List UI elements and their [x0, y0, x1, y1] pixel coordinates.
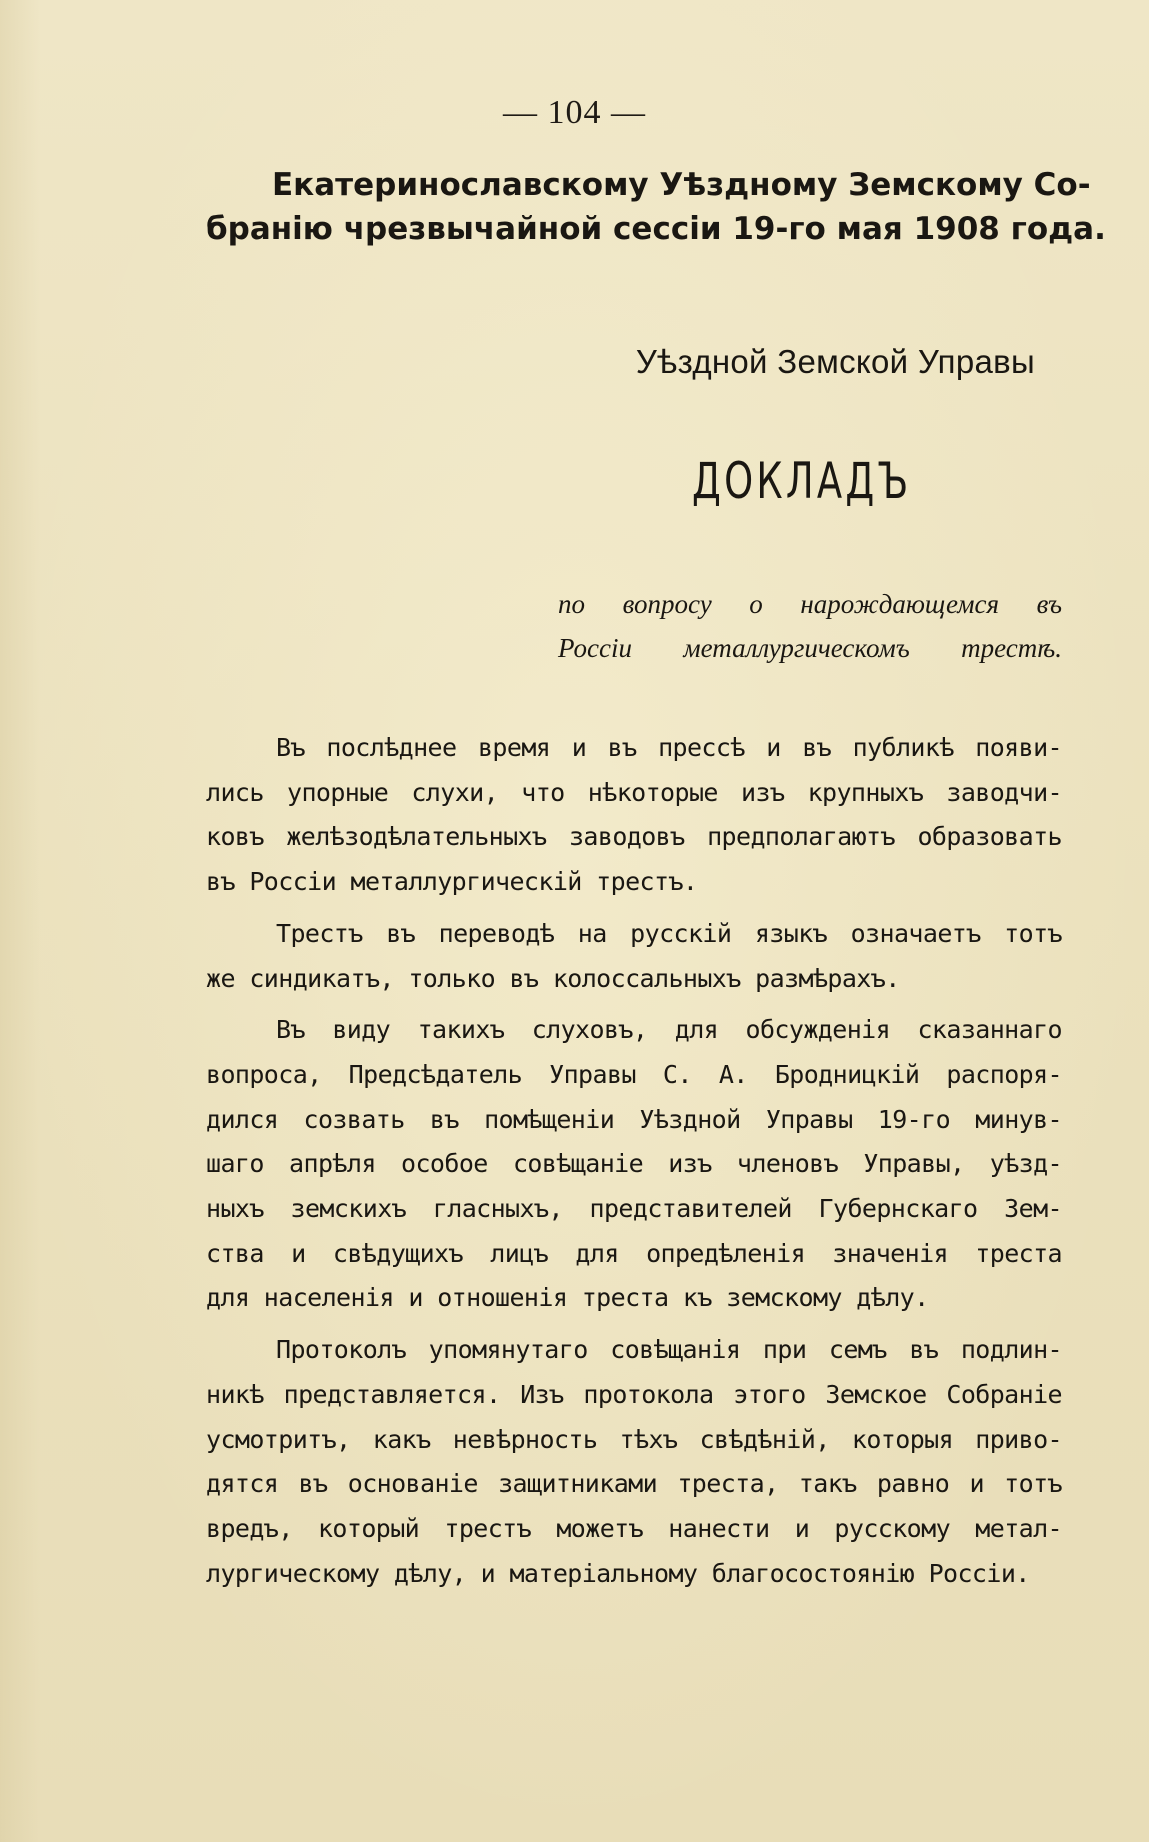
text-line: Протоколъ упомянутаго совѣщанія при семъ въ подлин-: [276, 1335, 1062, 1365]
text-line: Въ виду такихъ слуховъ, для обсужденія сказаннаго: [276, 1015, 1062, 1045]
text-line: никѣ представляется. Изъ протокола этого Земское Собраніе: [206, 1379, 1062, 1409]
paragraph: [206, 726, 1062, 905]
text-line: лись упорные слухи, что нѣкоторые изъ крупныхъ заводчи-: [206, 777, 1062, 807]
page-number: — 104 —: [503, 94, 646, 131]
issuing-authority: Уѣздной Земской Управы: [635, 343, 1035, 380]
addressee-heading: [206, 163, 1106, 251]
text-line: дился созвать въ помѣщеніи Уѣздной Управы 19-го минув-: [206, 1104, 1062, 1134]
addressee-line: бранію чрезвычайной сессіи 19-го мая 1908 года.: [206, 211, 1106, 247]
paragraph: [206, 1008, 1062, 1321]
paragraph: [206, 912, 1062, 1001]
text-line: Трестъ въ переводѣ на русскій языкъ означаетъ тотъ: [276, 918, 1062, 948]
text-line: шаго апрѣля особое совѣщаніе изъ членовъ Управы, уѣзд-: [206, 1149, 1062, 1179]
text-line: лургическому дѣлу, и матеріальному благосостоянію Россіи.: [206, 1558, 1030, 1588]
addressee-line: Екатеринославскому Уѣздному Земскому Со-: [272, 167, 1091, 203]
text-line: вопроса, Предсѣдатель Управы С. А. Бродницкій распоря-: [206, 1059, 1062, 1089]
text-line: ства и свѣдущихъ лицъ для опредѣленія значенія треста: [206, 1238, 1062, 1268]
text-line: вредъ, который трестъ можетъ нанести и русскому метал-: [206, 1513, 1062, 1543]
subject-line: по вопросу о нарождающемся въ: [558, 589, 1062, 619]
text-line: для населенія и отношенія треста къ земскому дѣлу.: [206, 1283, 929, 1313]
text-line: въ Россіи металлургическій трестъ.: [206, 867, 698, 897]
text-line: ныхъ земскихъ гласныхъ, представителей Губернскаго Зем-: [206, 1194, 1062, 1224]
report-subject: [558, 582, 1062, 670]
subject-line: Россіи металлургическомъ трестѣ.: [558, 633, 1062, 663]
text-line: усмотритъ, какъ невѣрность тѣхъ свѣдѣній, которыя приво-: [206, 1424, 1062, 1454]
text-line: ковъ желѣзодѣлательныхъ заводовъ предполагаютъ образовать: [206, 822, 1062, 852]
text-line: же синдикатъ, только въ колоссальныхъ размѣрахъ.: [206, 963, 900, 993]
text-line: Въ послѣднее время и въ прессѣ и въ публикѣ появи-: [276, 733, 1062, 762]
document-title: ДОКЛАДЪ: [692, 452, 912, 510]
report-body: [206, 726, 1062, 1603]
text-line: дятся въ основаніе защитниками треста, такъ равно и тотъ: [206, 1469, 1062, 1499]
paragraph: [206, 1328, 1062, 1596]
